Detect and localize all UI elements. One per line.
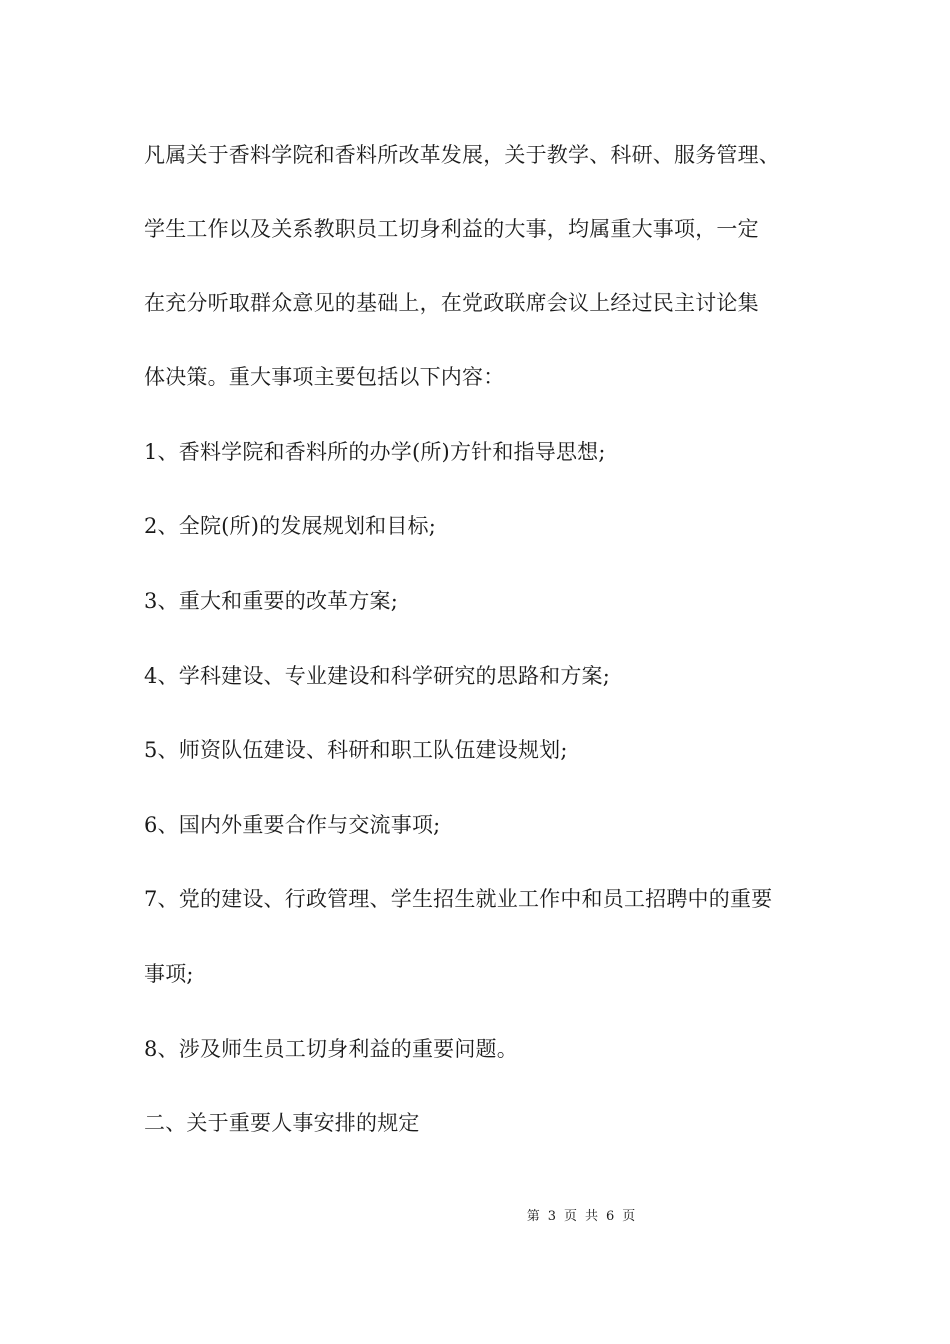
paragraph-line-4: 体决策。重大事项主要包括以下内容：: [144, 365, 505, 389]
page-number-footer: [0, 1207, 950, 1227]
list-item-5: 5、师资队伍建设、科研和职工队伍建设规划;: [144, 738, 568, 762]
list-item-7-continued: 事项;: [144, 962, 194, 986]
list-item-8: 8、涉及师生员工切身利益的重要问题。: [144, 1037, 518, 1061]
footer-total-pages: 6: [606, 1209, 615, 1224]
paragraph-line-3: 在充分听取群众意见的基础上，在党政联席会议上经过民主讨论集: [144, 291, 759, 315]
list-item-6: 6、国内外重要合作与交流事项;: [144, 813, 441, 837]
footer-ye: 页: [563, 1209, 577, 1224]
section-heading: 二、关于重要人事安排的规定: [144, 1111, 420, 1135]
list-item-2: 2、全院(所)的发展规划和目标;: [144, 514, 437, 538]
footer-gong: 共: [585, 1209, 599, 1224]
list-item-4: 4、学科建设、专业建设和科学研究的思路和方案;: [144, 664, 611, 688]
footer-di: 第: [526, 1209, 540, 1224]
list-item-3: 3、重大和重要的改革方案;: [144, 589, 399, 613]
list-item-1: 1、香料学院和香料所的办学(所)方针和指导思想;: [144, 440, 606, 464]
paragraph-line-1: 凡属关于香料学院和香料所改革发展，关于教学、科研、服务管理、: [144, 143, 780, 167]
footer-current-page: 3: [547, 1209, 556, 1224]
footer-ye-end: 页: [622, 1209, 636, 1224]
list-item-7: 7、党的建设、行政管理、学生招生就业工作中和员工招聘中的重要: [144, 887, 773, 911]
paragraph-line-2: 学生工作以及关系教职员工切身利益的大事，均属重大事项，一定: [144, 217, 759, 241]
